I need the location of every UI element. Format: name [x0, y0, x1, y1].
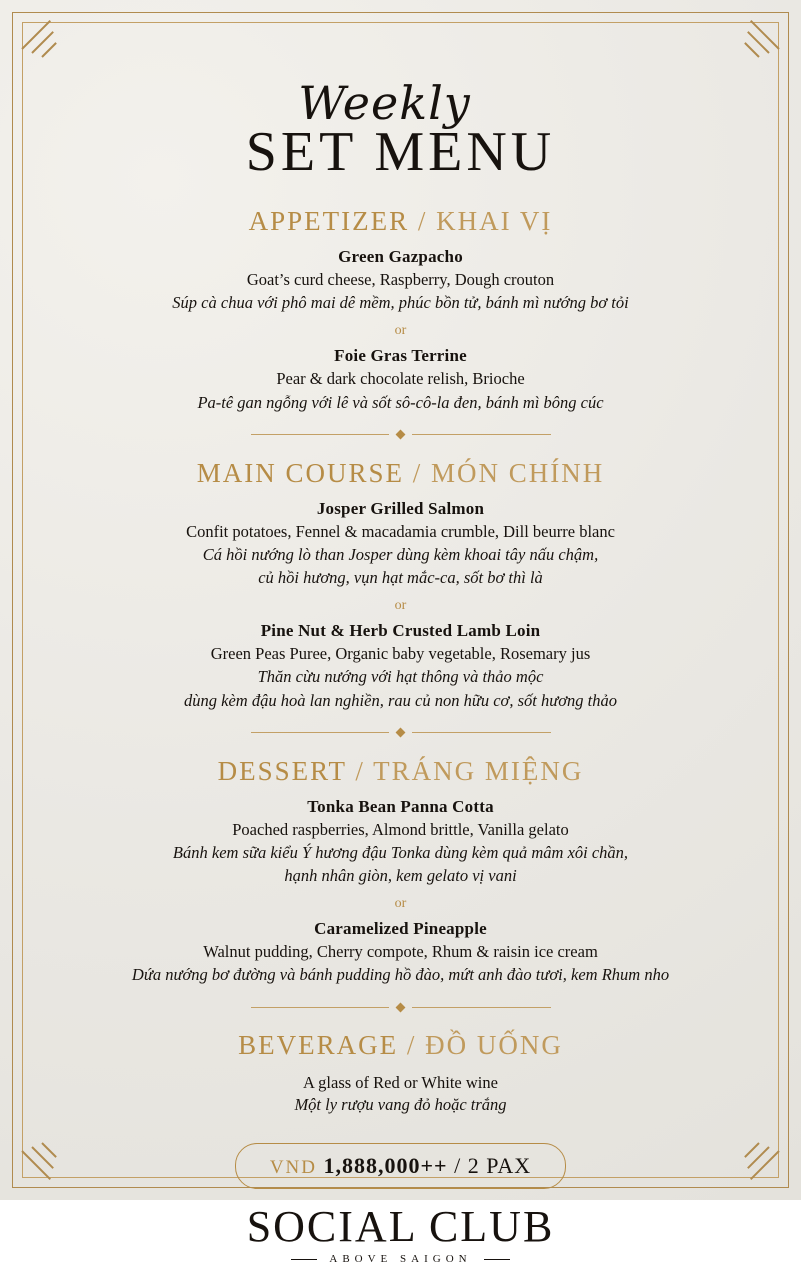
dish-description-vn: Cá hồi nướng lò than Josper dùng kèm khoai tây nấu chậm, củ hồi hương, vụn hạt mắc-ca, sốt bơ thì là [202, 544, 599, 588]
dish-description: Confit potatoes, Fennel & macadamia crumble, Dill beurre blanc [186, 521, 615, 541]
section-heading-en: DESSERT [217, 755, 347, 786]
price-badge [235, 1143, 566, 1189]
dish-name: Tonka Bean Panna Cotta [307, 796, 494, 816]
dish-description: Walnut pudding, Cherry compote, Rhum & raisin ice cream [203, 942, 598, 962]
beverage-description: A glass of Red or White wine [303, 1073, 498, 1093]
page-title: SET MENU [245, 121, 556, 183]
dish-item [48, 499, 753, 589]
beverage-description-vn: Một ly rượu vang đỏ hoặc trắng [294, 1094, 507, 1114]
section-divider [251, 428, 551, 442]
section-divider [251, 726, 551, 740]
section-appetizer [48, 206, 753, 414]
or-divider-label: or [394, 323, 407, 339]
section-dessert [48, 756, 753, 987]
dish-name: Caramelized Pineapple [314, 919, 487, 939]
or-divider-label: or [394, 896, 407, 912]
brand-tagline: ABOVE SAIGON [315, 1253, 485, 1265]
dish-name: Pine Nut & Herb Crusted Lamb Loin [260, 621, 541, 641]
dish-item [48, 919, 753, 986]
dish-item [48, 797, 753, 887]
section-heading-separator: / [412, 457, 423, 488]
or-divider-label: or [394, 598, 407, 614]
brand-logo [48, 1201, 753, 1267]
section-heading-vn: ĐỒ UỐNG [425, 1030, 563, 1061]
section-heading-en: APPETIZER [248, 206, 410, 236]
dish-name: Josper Grilled Salmon [316, 498, 485, 518]
dish-description-vn: Dứa nướng bơ đường và bánh pudding hồ đào, mứt anh đào tươi, kem Rhum nho [131, 965, 670, 985]
section-heading-appetizer [48, 206, 753, 237]
section-heading-en: BEVERAGE [238, 1030, 399, 1061]
section-heading-separator: / [406, 1030, 417, 1061]
dish-description-vn: Pa-tê gan ngỗng với lê và sốt sô-cô-la đen, bánh mì bông cúc [197, 392, 604, 412]
menu-title-script: Weekly [298, 76, 471, 130]
menu-content [48, 60, 753, 1265]
section-heading-main-course [48, 458, 753, 489]
section-heading-beverage [48, 1030, 753, 1061]
dish-item [48, 247, 753, 314]
price-amount: 1,888,000 [323, 1152, 421, 1178]
menu-title-block [48, 76, 753, 186]
section-heading-separator: / [417, 206, 428, 236]
dish-item [48, 346, 753, 413]
section-heading-vn: TRÁNG MIỆNG [373, 755, 584, 786]
diamond-icon [396, 728, 406, 738]
price-container [235, 1143, 566, 1189]
dish-description: Poached raspberries, Almond brittle, Vanilla gelato [232, 819, 569, 839]
dish-description-vn: Bánh kem sữa kiểu Ý hương đậu Tonka dùng kèm quả mâm xôi chần, hạnh nhân giòn, kem gelato vị vani [172, 842, 629, 885]
section-heading-vn: KHAI VỊ [436, 206, 553, 236]
dish-item [48, 621, 753, 711]
dish-description: Pear & dark chocolate relish, Brioche [276, 369, 525, 389]
price-currency: VND [269, 1156, 317, 1178]
dish-description: Green Peas Puree, Organic baby vegetable, Rosemary jus [210, 644, 591, 664]
section-beverage [48, 1030, 753, 1114]
dish-description-vn: Súp cà chua với phô mai dê mềm, phúc bồn tử, bánh mì nướng bơ tỏi [172, 293, 629, 313]
section-heading-vn: MÓN CHÍNH [431, 457, 605, 488]
dish-name: Green Gazpacho [338, 247, 463, 266]
section-heading-dessert [48, 756, 753, 787]
dish-description-vn: Thăn cừu nướng với hạt thông và thảo mộc dùng kèm đậu hoà lan nghiền, rau củ non hữu cơ, sốt hương thảo [184, 667, 617, 710]
price-suffix: ++ [420, 1152, 448, 1178]
brand-name: SOCIAL CLUB [246, 1201, 555, 1251]
diamond-icon [396, 430, 406, 440]
price-separator: / [454, 1152, 462, 1178]
section-heading-separator: / [355, 755, 365, 786]
dish-name: Foie Gras Terrine [334, 346, 467, 366]
diamond-icon [396, 1002, 406, 1012]
dish-description: Goat’s curd cheese, Raspberry, Dough crouton [246, 270, 555, 289]
section-main-course [48, 458, 753, 712]
section-divider [251, 1000, 551, 1014]
price-pax: 2 PAX [467, 1152, 532, 1178]
section-heading-en: MAIN COURSE [196, 457, 404, 488]
